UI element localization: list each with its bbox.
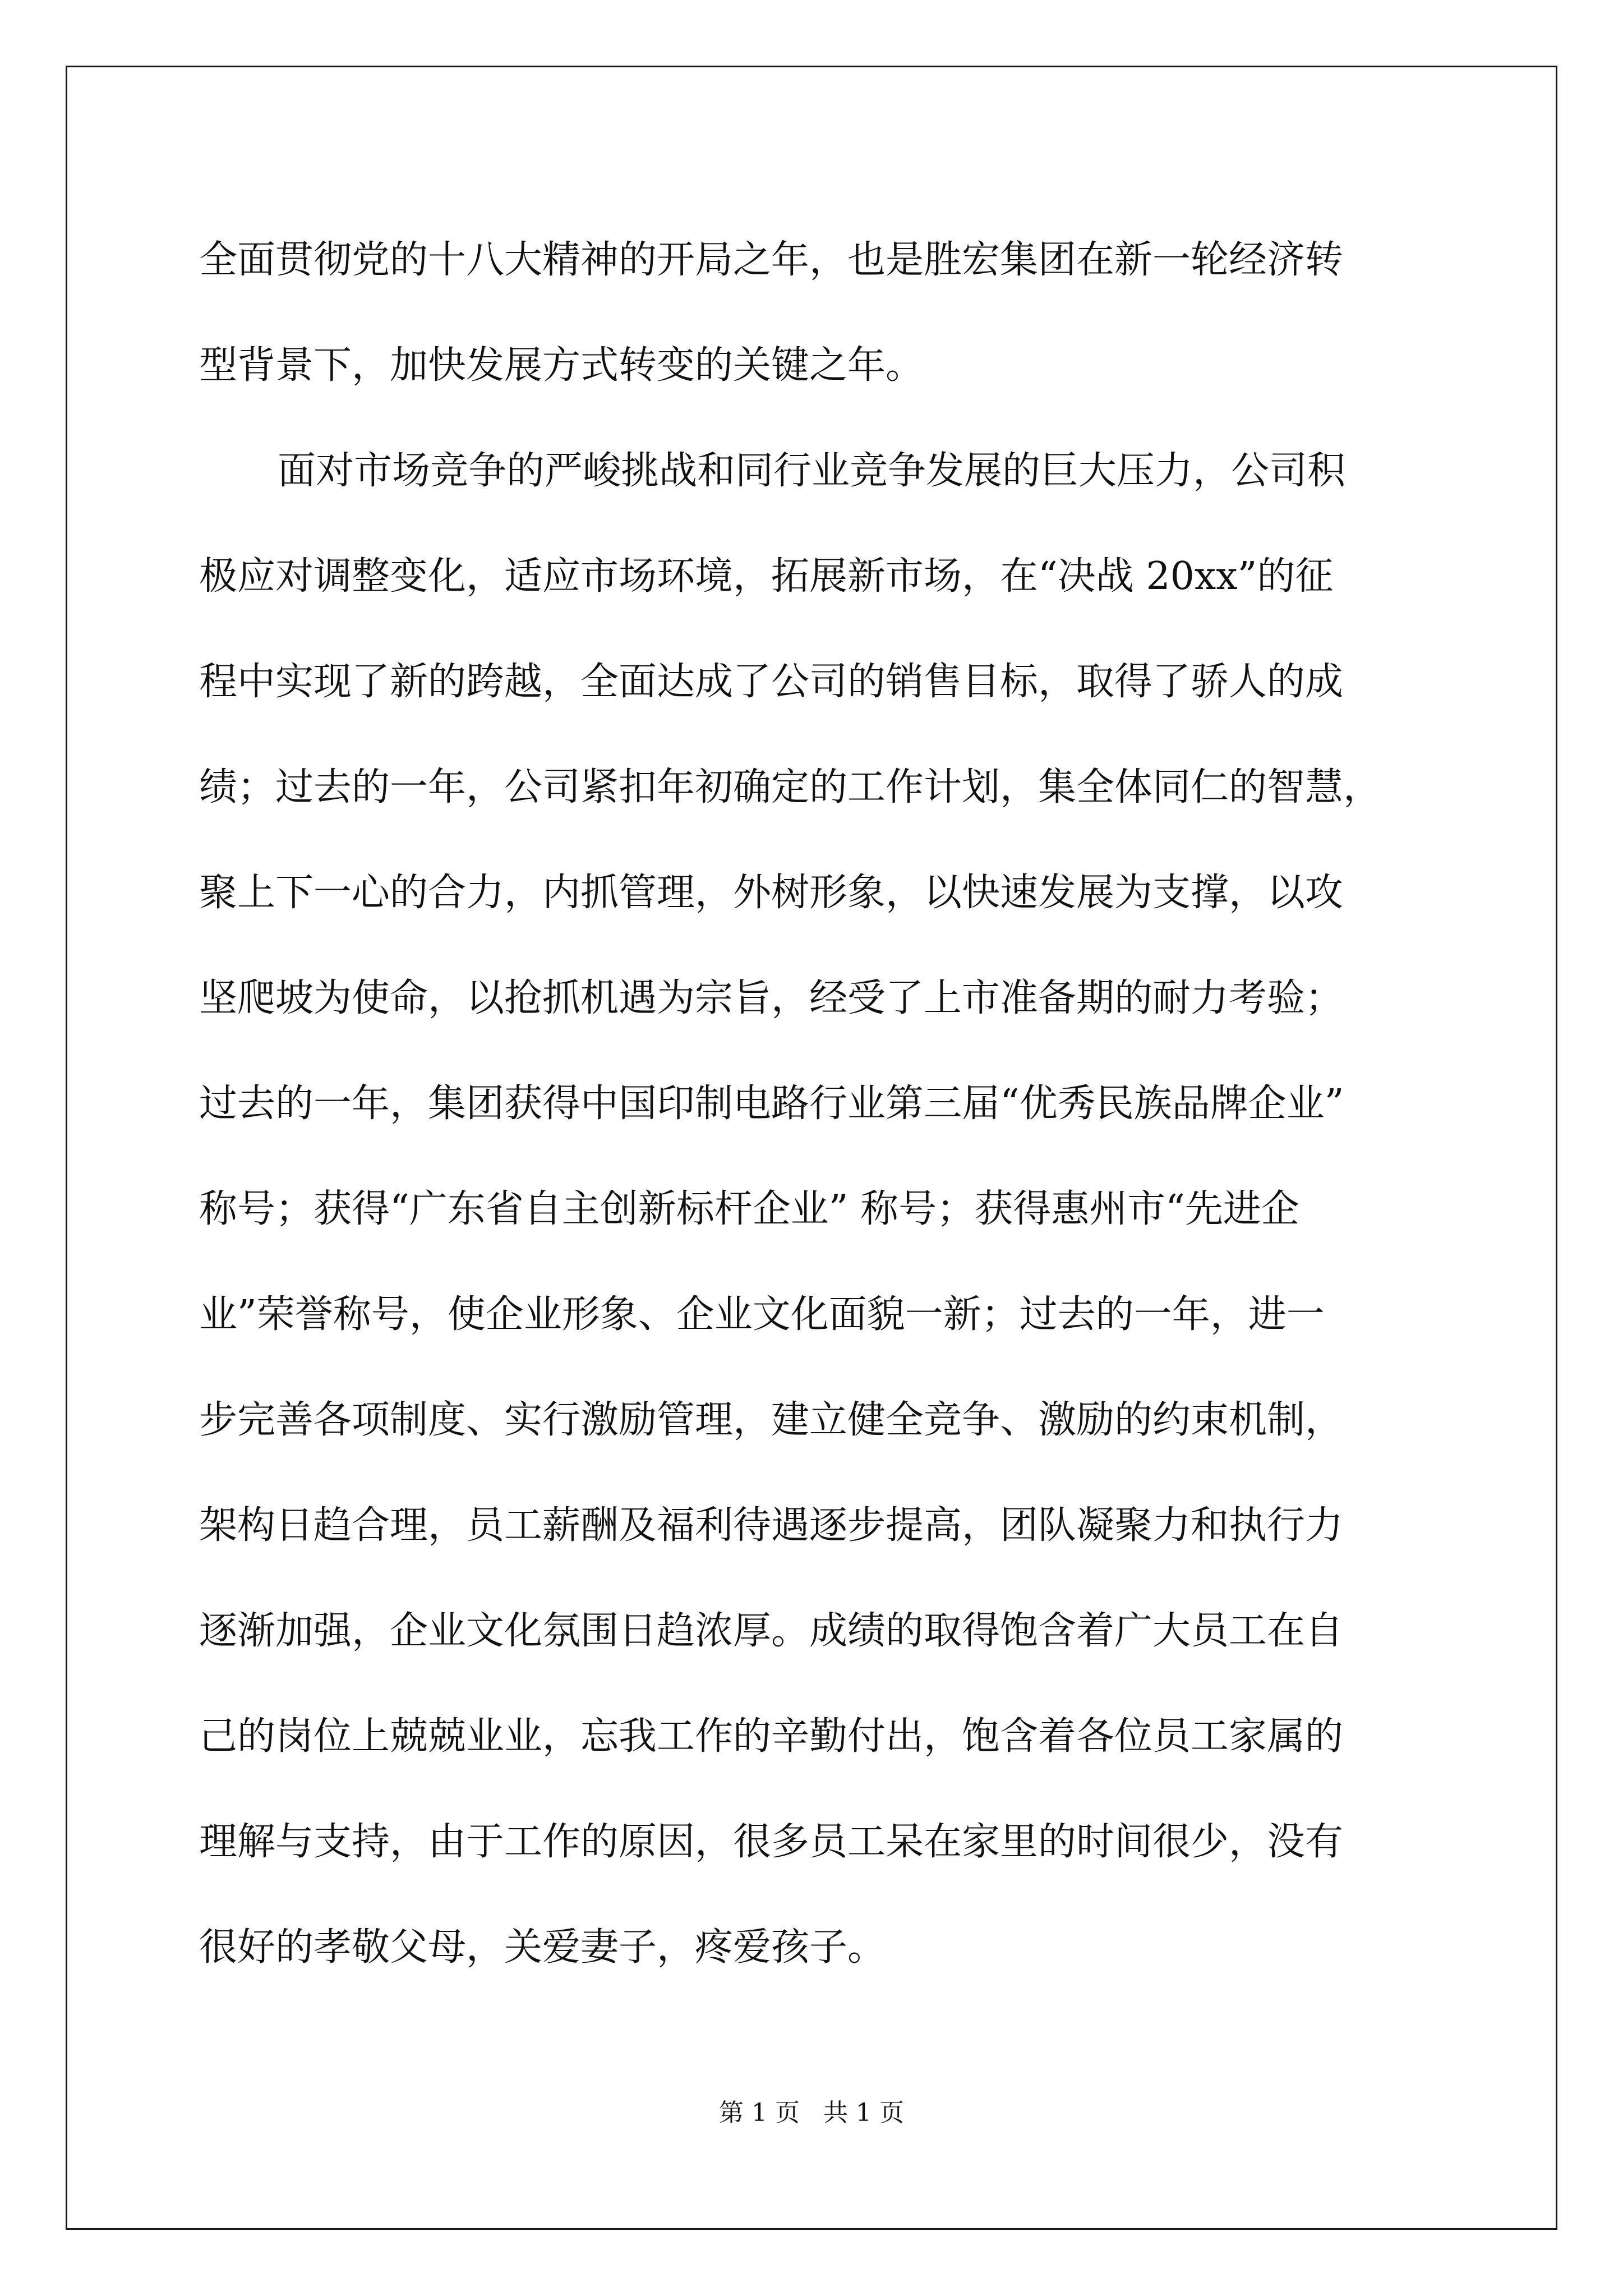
paragraph-2-line-4: 绩；过去的一年，公司紧扣年初确定的工作计划，集全体同仁的智慧， [199, 765, 1382, 809]
paragraph-2-line-1: 面对市场竞争的严峻挑战和同行业竞争发展的巨大压力，公司积 [278, 449, 1346, 493]
paragraph-2-line-8: 称号；获得“广东省自主创新标杆企业” 称号；获得惠州市“先进企 [199, 1187, 1299, 1231]
paragraph-2-line-12: 逐渐加强，企业文化氛围日趋浓厚。成绩的取得饱含着广大员工在自 [199, 1609, 1344, 1653]
paragraph-2-line-5: 聚上下一心的合力，内抓管理，外树形象，以快速发展为支撑，以攻 [199, 871, 1344, 915]
paragraph-2-line-3: 程中实现了新的跨越，全面达成了公司的销售目标，取得了骄人的成 [199, 660, 1344, 704]
paragraph-2-line-7: 过去的一年，集团获得中国印制电路行业第三届“优秀民族品牌企业” [199, 1082, 1344, 1126]
paragraph-2-line-10: 步完善各项制度、实行激励管理，建立健全竞争、激励的约束机制， [199, 1398, 1344, 1442]
paragraph-2-line-9: 业”荣誉称号，使企业形象、企业文化面貌一新；过去的一年，进一 [199, 1292, 1325, 1337]
paragraph-1-line-1: 全面贯彻党的十八大精神的开局之年，也是胜宏集团在新一轮经济转 [199, 238, 1344, 282]
paragraph-1-line-2: 型背景下，加快发展方式转变的关键之年。 [199, 343, 924, 388]
paragraph-2-line-11: 架构日趋合理，员工薪酬及福利待遇逐步提高，团队凝聚力和执行力 [199, 1503, 1344, 1548]
paragraph-2-line-2: 极应对调整变化，适应市场环境，拓展新市场，在“决战 20xx”的征 [199, 554, 1334, 599]
paragraph-2-line-13: 己的岗位上兢兢业业，忘我工作的辛勤付出，饱含着各位员工家属的 [199, 1714, 1344, 1759]
paragraph-2-line-14: 理解与支持，由于工作的原因，很多员工呆在家里的时间很少，没有 [199, 1820, 1344, 1864]
document-body [199, 208, 1433, 2000]
paragraph-2-line-15: 很好的孝敬父母，关爱妻子，疼爱孩子。 [199, 1925, 886, 1970]
paragraph-2-line-6: 坚爬坡为使命，以抢抓机遇为宗旨，经受了上市准备期的耐力考验； [199, 976, 1344, 1020]
page-number-footer: 第 1 页 共 1 页 [719, 2099, 904, 2127]
